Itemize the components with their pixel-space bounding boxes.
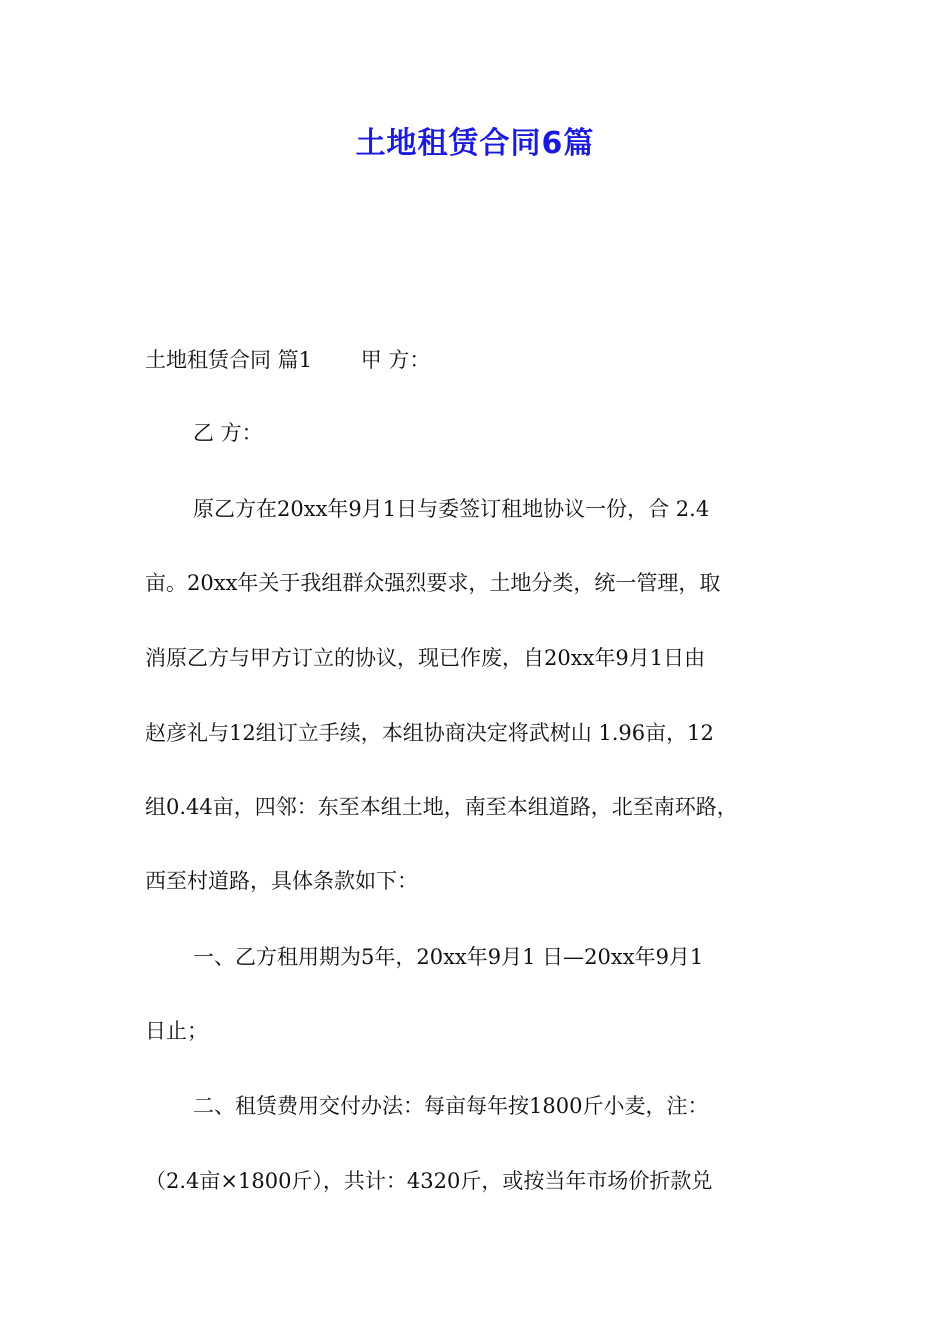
document-title: 土地租赁合同6篇 — [355, 126, 595, 161]
clause-2-line: （2.4亩×1800斤），共计：4320斤，或按当年市场价折款兑 — [145, 1169, 713, 1193]
clause-1-line: 日止； — [145, 1019, 208, 1043]
party-b-line: 乙 方： — [193, 421, 263, 445]
clause-2-line: 二、租赁费用交付办法：每亩每年按1800斤小麦，注： — [193, 1094, 709, 1118]
paragraph-line: 组0.44亩，四邻：东至本组土地，南至本组道路，北至南环路， — [145, 795, 738, 819]
paragraph-line: 赵彦礼与12组订立手续，本组协商决定将武树山 1.96亩，12 — [145, 721, 714, 745]
paragraph-line: 消原乙方与甲方订立的协议，现已作废，自20xx年9月1日由 — [145, 646, 706, 670]
heading-party-a-line: 土地租赁合同 篇1 甲 方： — [145, 348, 431, 372]
clause-1-line: 一、乙方租用期为5年，20xx年9月1 日—20xx年9月1 — [193, 945, 704, 969]
paragraph-line: 原乙方在20xx年9月1日与委签订租地协议一份，合 2.4 — [193, 497, 710, 521]
paragraph-line: 西至村道路，具体条款如下： — [145, 869, 418, 893]
paragraph-line: 亩。20xx年关于我组群众强烈要求，土地分类，统一管理，取 — [145, 571, 721, 595]
